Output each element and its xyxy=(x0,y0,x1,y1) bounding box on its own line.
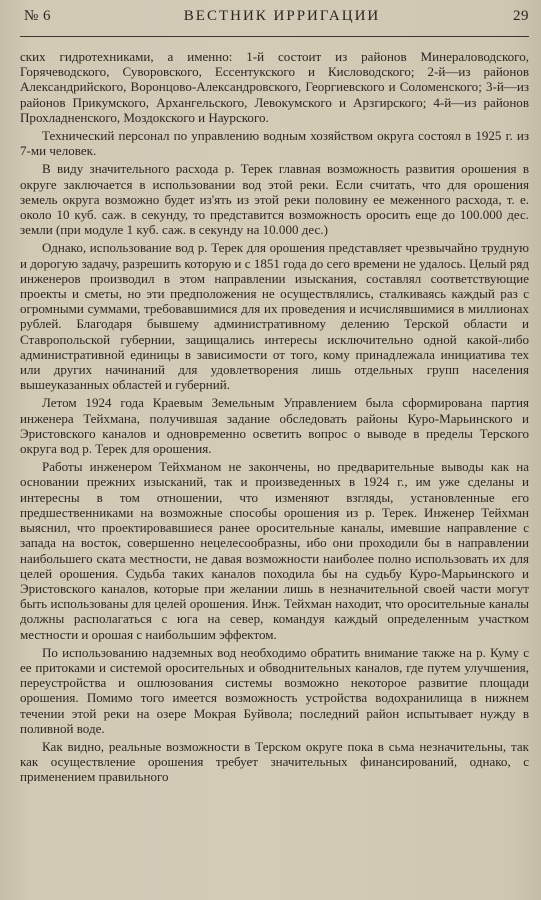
paragraph-4: Однако, использование вод р. Терек для орошения представляет чрезвычайно трудную и дорогую задачу, разрешить которую и с 1851 года до сего времени не удалось. Целый ряд инженеров производил в этом направлении изыскания, составлял соответствующие проекты и сметы, но эти предположения не осуществлялись, сталкиваясь каждый раз с огромными суммами, требовавшимися для их проведения и исчислявшимися в миллионах рублей. Благодаря бывшему административному делению Терской области и Ставропольской губернии, защищались интересы исключительно одной какой-либо административной единицы в зависимости от того, кому принадлежала инициатива тех или других начинаний для удовлетворения лишь отдельных групп населения вышеуказанных областей и губерний. xyxy=(20,240,529,393)
paragraph-2: Технический персонал по управлению водным хозяйством округа состоял в 1925 г. из 7-ми человек. xyxy=(20,128,529,159)
journal-title: ВЕСТНИК ИРРИГАЦИИ xyxy=(183,8,381,24)
paragraph-5: Летом 1924 года Краевым Земельным Управлением была сформирована партия инженера Тейхмана, получившая задание обследовать районы Куро-Марьинского и Эристовского каналов и одновременно осветить вопрос о выводе в пределы Терского округа вод р. Терек для орошения. xyxy=(20,395,529,457)
article-body xyxy=(20,37,529,785)
running-header xyxy=(20,8,529,37)
page-number: 29 xyxy=(512,8,529,24)
paragraph-8: Как видно, реальные возможности в Терском округе пока в сьма незначительны, так как осуществление орошения требует значительных финансирований, однако, с применением правильного xyxy=(20,738,529,785)
paragraph-3: В виду значительного расхода р. Терек главная возможность развития орошения в округе заключается в использовании вод этой реки. Если считать, что для орошения земель округа возможно будет из'ять из этой реки половину ее меженного расхода, т. е. около 10 куб. саж. в секунду, то представится возможность оросить еще до 100.000 дес. земли (при модуле 1 куб. саж. в секунду на 10.000 дес.) xyxy=(20,161,529,238)
paragraph-6: Работы инженером Тейхманом не закончены, но предварительные выводы как на основании прежних изысканий, так и произведенных в 1924 г., им уже сделаны и интересны в том отношении, что изменяют взгляды, установленные его предшественниками на возможные способы орошения из р. Терек. Инженер Тейхман выяснил, что проектировавшиеся ранее оросительные каналы, имевшие направление с запада на восток, совершенно нецелесообразны, ибо они проходили бы в направлении наибольшего ската местности, не давая возможности наиболее полно использовать их для целей орошения. Судьба таких каналов походила бы на судьбу Куро-Марьинского и Эристовского каналов, которые при желании лишь в незначительной своей части могут быть использованы для целей орошения. Инж. Тейхман находит, что оросительные каналы должны располагаться с юга на север, командуя каждый определенным участком местности и орошая с наибольшим эффектом. xyxy=(20,459,529,642)
issue-number: № 6 xyxy=(24,8,52,24)
paragraph-1: ских гидротехниками, а именно: 1-й состоит из районов Минераловодского, Горячеводского, Суворовского, Ессентукского и Кисловодского; 2-й—из районов Александрийского, Воронцово-Александровского, Георгиевского и Соломенского; 3-й—из районов Прикумского, Архангельского, Левокумского и Арзгирского; 4-й—из районов Прохладненского, Моздокского и Наурского. xyxy=(20,49,529,125)
paragraph-7: По использованию надземных вод необходимо обратить внимание также на р. Куму с ее притоками и системой оросительных и обводнительных каналов, где путем улучшения, переустройства и ошлюзования системы возможно некоторое развитие площади орошения. Помимо того имеется возможность устройства водохранилища в нижнем течении этой реки на озере Мокрая Буйвола; последний район испытывает нужду в поливной воде. xyxy=(20,644,529,736)
